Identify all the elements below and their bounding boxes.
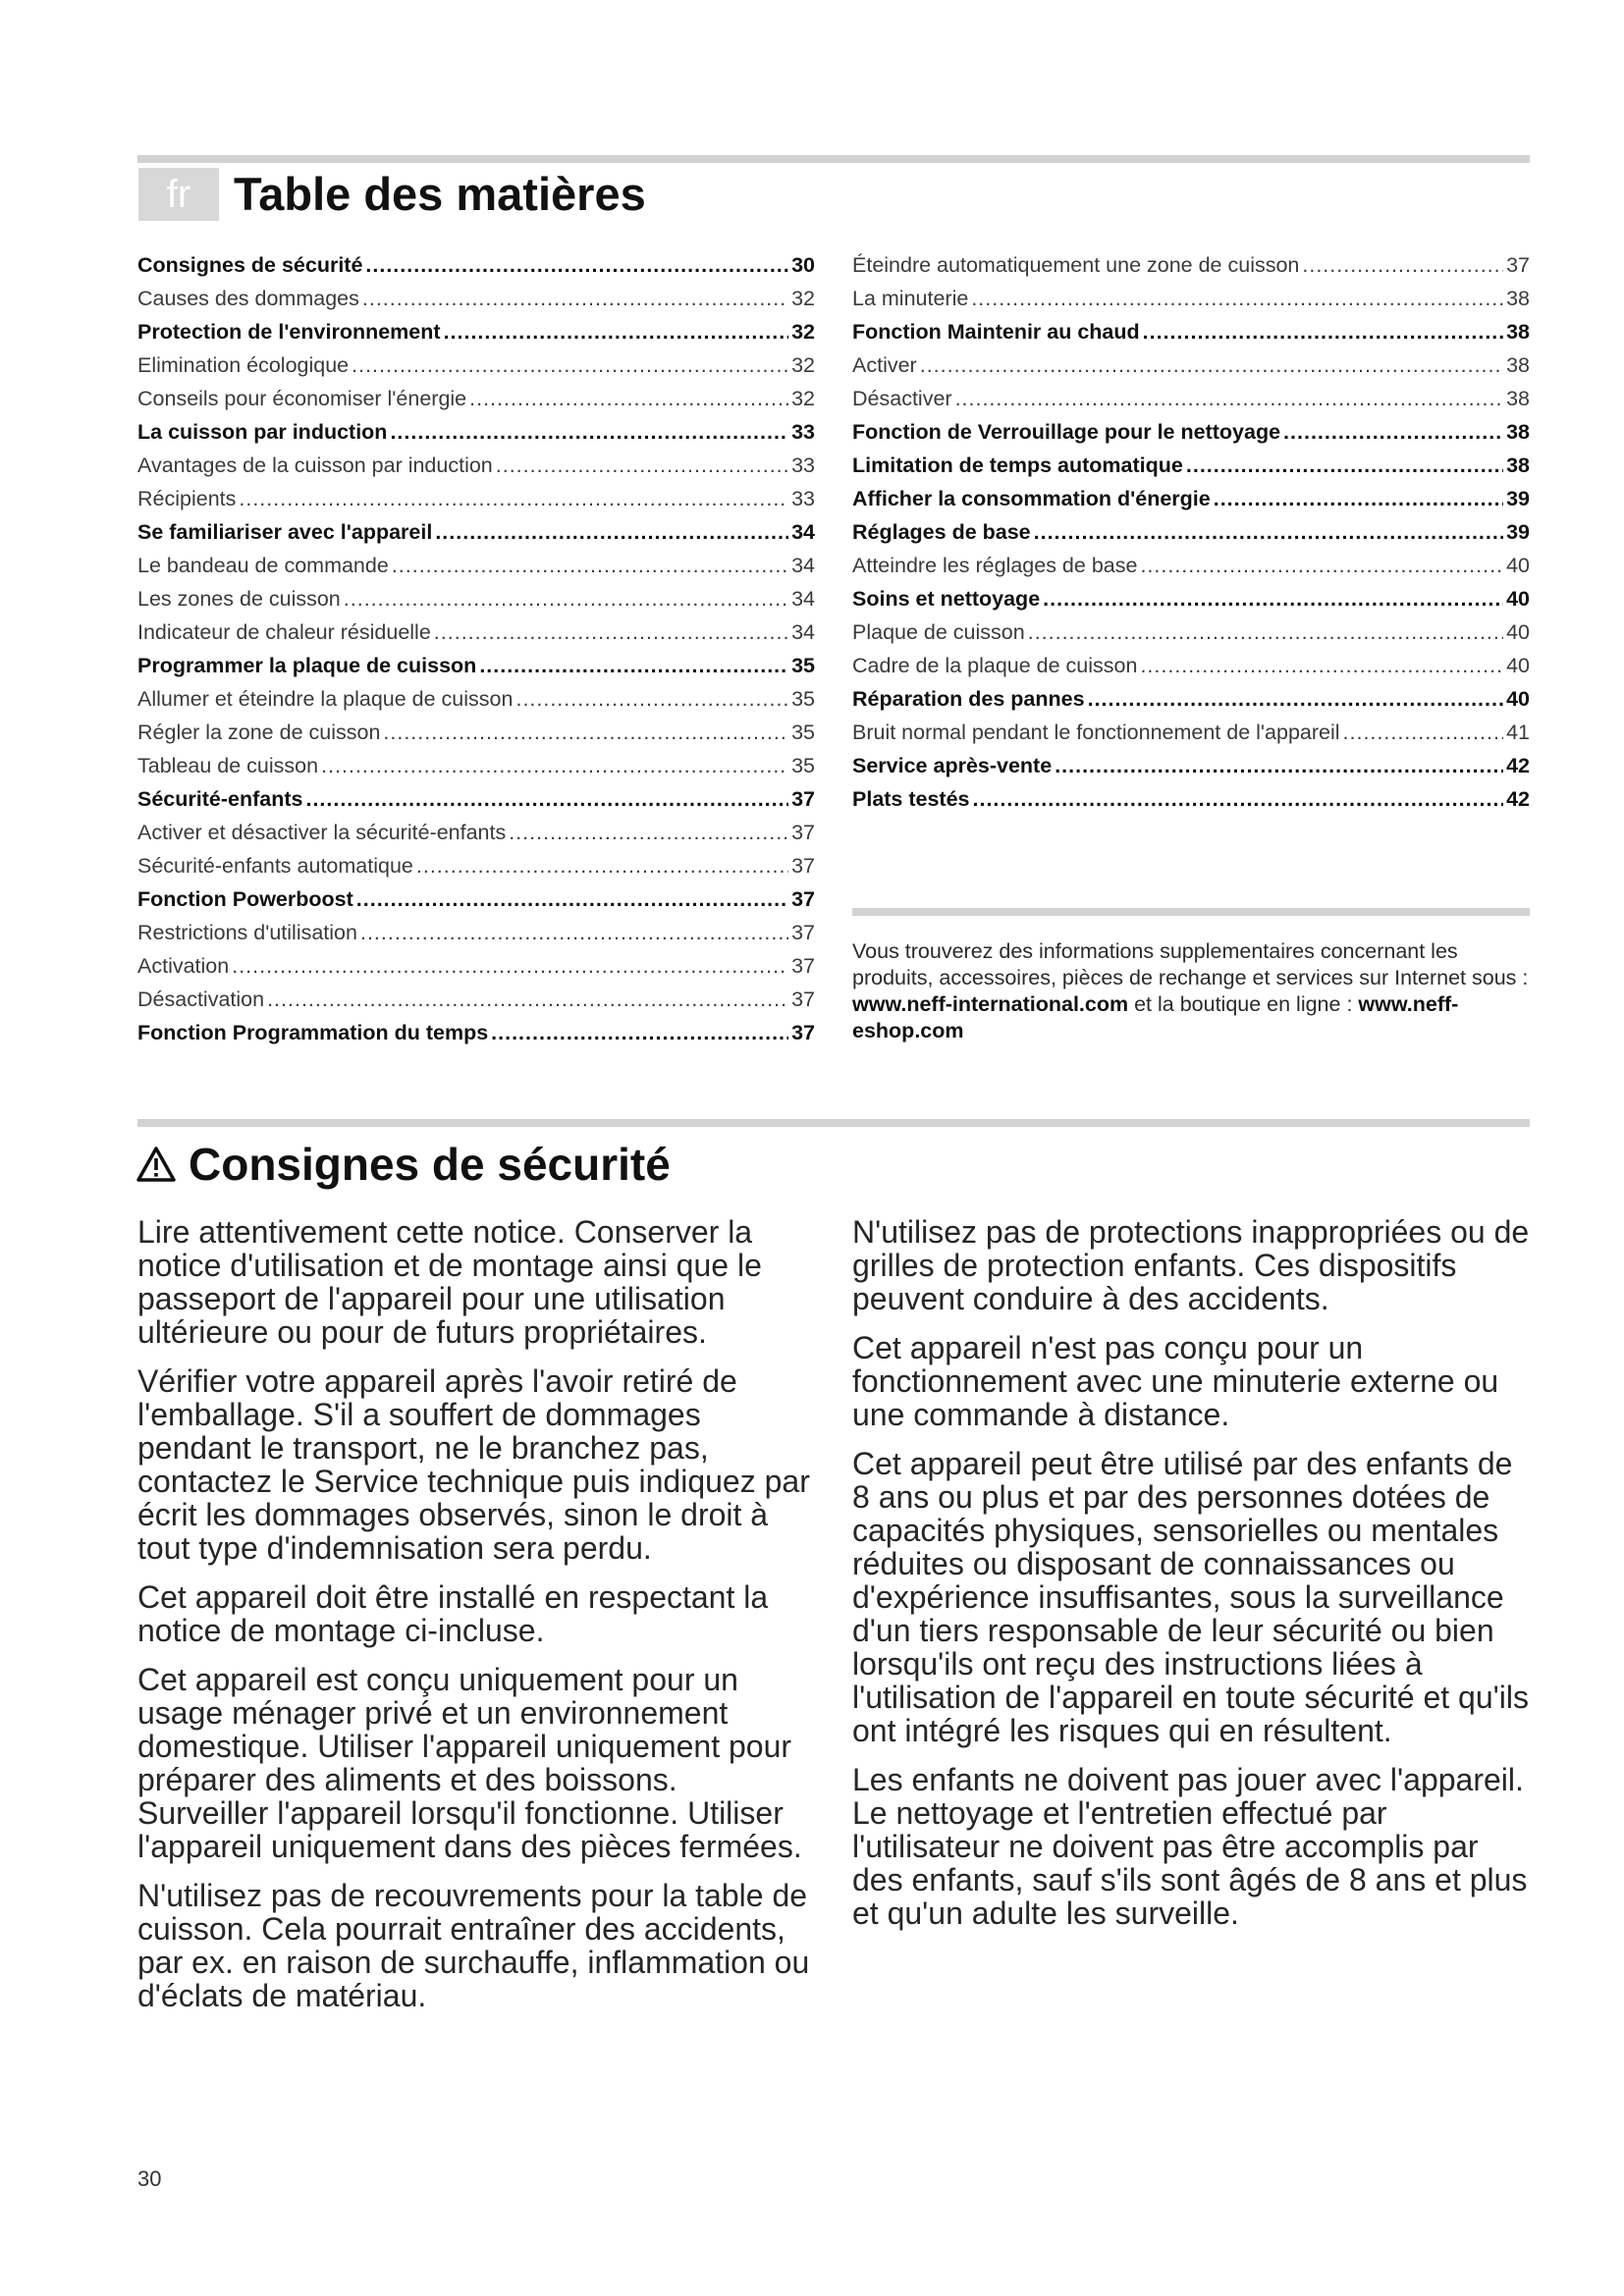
toc-entry-page: 34 bbox=[791, 554, 815, 577]
toc-entry[interactable] bbox=[852, 287, 1530, 320]
safety-paragraph: N'utilisez pas de recouvrements pour la table de cuisson. Cela pourrait entraîner des accidents, par ex. en raison de surchauffe, inflammation ou d'éclats de matériau. bbox=[137, 1878, 810, 2013]
toc-leader bbox=[1028, 620, 1503, 645]
toc-entry-label: Soins et nettoyage bbox=[852, 587, 1041, 611]
toc-entry-page: 38 bbox=[1506, 420, 1530, 444]
toc-entry-label: Sécurité-enfants automatique bbox=[137, 854, 413, 878]
website-link[interactable]: www.neff-international.com bbox=[852, 992, 1129, 1016]
safety-left-column bbox=[137, 1215, 815, 2028]
toc-leader bbox=[1043, 587, 1503, 612]
toc-entry[interactable] bbox=[137, 454, 815, 487]
toc-entry-label: Fonction Maintenir au chaud bbox=[852, 320, 1140, 344]
toc-entry[interactable] bbox=[137, 887, 815, 921]
toc-leader bbox=[509, 821, 788, 845]
toc-entry-label: Désactiver bbox=[852, 387, 952, 410]
toc-entry-page: 35 bbox=[791, 721, 815, 744]
toc-entry-page: 38 bbox=[1506, 387, 1530, 410]
toc-entry[interactable] bbox=[137, 1021, 815, 1054]
toc-entry-page: 34 bbox=[791, 587, 815, 611]
toc-entry-label: Indicateur de chaleur résiduelle bbox=[137, 620, 431, 644]
toc-entry[interactable] bbox=[137, 654, 815, 687]
toc-entry[interactable] bbox=[852, 620, 1530, 654]
toc-entry[interactable] bbox=[852, 654, 1530, 687]
toc-leader bbox=[1140, 654, 1503, 678]
toc-entry-label: Fonction Programmation du temps bbox=[137, 1021, 489, 1044]
toc-entry-page: 33 bbox=[791, 454, 815, 477]
toc-leader bbox=[469, 387, 788, 411]
toc-leader bbox=[1143, 320, 1503, 345]
toc-entry[interactable] bbox=[137, 253, 815, 287]
toc-entry-page: 32 bbox=[791, 320, 815, 344]
toc-entry[interactable] bbox=[137, 587, 815, 620]
toc-leader bbox=[434, 620, 788, 645]
language-badge: fr bbox=[138, 168, 219, 221]
toc-entry-label: Réglages de base bbox=[852, 520, 1031, 544]
info-divider bbox=[852, 908, 1530, 916]
toc-leader bbox=[267, 988, 788, 1012]
toc-entry-label: Cadre de la plaque de cuisson bbox=[852, 654, 1138, 677]
toc-entry[interactable] bbox=[137, 387, 815, 420]
toc-left-column bbox=[137, 253, 815, 1054]
toc-right-column bbox=[852, 253, 1530, 821]
toc-entry[interactable] bbox=[137, 854, 815, 887]
toc-leader bbox=[955, 387, 1504, 411]
toc-entry-page: 35 bbox=[791, 654, 815, 677]
toc-entry-label: Activer bbox=[852, 353, 917, 377]
toc-entry[interactable] bbox=[137, 554, 815, 587]
toc-leader bbox=[1088, 687, 1504, 712]
toc-leader bbox=[973, 787, 1504, 812]
toc-entry-page: 38 bbox=[1506, 454, 1530, 477]
toc-entry-page: 38 bbox=[1506, 287, 1530, 310]
toc-entry-page: 37 bbox=[791, 954, 815, 978]
toc-entry-page: 40 bbox=[1506, 587, 1530, 611]
safety-paragraph: Lire attentivement cette notice. Conserver la notice d'utilisation et de montage ainsi que le passeport de l'appareil pour une utilisation ultérieure ou pour de futurs propriétaires. bbox=[137, 1214, 762, 1350]
toc-entry-page: 40 bbox=[1506, 654, 1530, 677]
toc-entry[interactable] bbox=[852, 754, 1530, 787]
toc-leader bbox=[239, 487, 788, 511]
toc-entry[interactable] bbox=[852, 420, 1530, 454]
toc-leader bbox=[515, 687, 788, 712]
toc-entry[interactable] bbox=[852, 587, 1530, 620]
toc-entry-label: Activation bbox=[137, 954, 230, 978]
toc-entry-page: 38 bbox=[1506, 320, 1530, 344]
safety-paragraph: Cet appareil n'est pas conçu pour un fonctionnement avec une minuterie externe ou une commande à distance. bbox=[852, 1330, 1499, 1432]
toc-entry[interactable] bbox=[852, 687, 1530, 721]
toc-leader bbox=[1055, 754, 1503, 778]
toc-entry-page: 33 bbox=[791, 420, 815, 444]
toc-title: Table des matières bbox=[234, 168, 646, 220]
toc-leader bbox=[365, 253, 788, 278]
toc-entry[interactable] bbox=[852, 487, 1530, 520]
toc-leader bbox=[1034, 520, 1503, 545]
toc-entry-label: Restrictions d'utilisation bbox=[137, 921, 357, 944]
toc-entry-page: 42 bbox=[1506, 787, 1530, 811]
toc-entry-label: Consignes de sécurité bbox=[137, 253, 363, 277]
toc-entry-label: Fonction de Verrouillage pour le nettoyage bbox=[852, 420, 1281, 444]
safety-heading bbox=[135, 1135, 671, 1194]
toc-entry-page: 32 bbox=[791, 387, 815, 410]
toc-entry-label: Récipients bbox=[137, 487, 237, 510]
toc-entry[interactable] bbox=[137, 787, 815, 821]
warning-triangle-icon bbox=[135, 1146, 177, 1183]
toc-entry[interactable] bbox=[137, 954, 815, 988]
toc-leader bbox=[305, 787, 788, 812]
toc-entry-page: 30 bbox=[791, 253, 815, 277]
online-info-note bbox=[852, 938, 1530, 1044]
toc-leader bbox=[479, 654, 788, 678]
toc-entry[interactable] bbox=[852, 387, 1530, 420]
toc-entry-label: Tableau de cuisson bbox=[137, 754, 319, 777]
toc-leader bbox=[1186, 454, 1503, 478]
info-text: et la boutique en ligne : bbox=[1128, 992, 1359, 1016]
toc-entry-page: 37 bbox=[791, 988, 815, 1011]
toc-leader bbox=[1140, 554, 1503, 578]
toc-entry-page: 40 bbox=[1506, 687, 1530, 711]
toc-entry-page: 41 bbox=[1506, 721, 1530, 744]
toc-entry[interactable] bbox=[852, 554, 1530, 587]
toc-entry[interactable] bbox=[852, 721, 1530, 754]
toc-entry-page: 38 bbox=[1506, 353, 1530, 377]
toc-leader bbox=[444, 320, 789, 345]
toc-entry-label: Plaque de cuisson bbox=[852, 620, 1025, 644]
toc-leader bbox=[920, 353, 1503, 378]
toc-entry[interactable] bbox=[852, 520, 1530, 554]
toc-entry-page: 42 bbox=[1506, 754, 1530, 777]
toc-entry[interactable] bbox=[137, 353, 815, 387]
toc-leader bbox=[352, 353, 788, 378]
toc-entry[interactable] bbox=[137, 420, 815, 454]
toc-entry-label: Protection de l'environnement bbox=[137, 320, 441, 344]
toc-entry[interactable] bbox=[137, 921, 815, 954]
toc-entry-label: Les zones de cuisson bbox=[137, 587, 341, 611]
toc-leader bbox=[362, 287, 788, 311]
safety-divider bbox=[137, 1119, 1530, 1127]
safety-paragraph: Vérifier votre appareil après l'avoir retiré de l'emballage. S'il a souffert de dommages pendant le transport, ne le branchez pas, contactez le Service technique puis indiquez par écrit les dommages observés, sinon le droit à tout type d'indemnisation sera perdu. bbox=[137, 1363, 810, 1566]
toc-leader bbox=[390, 420, 788, 445]
toc-entry-label: La minuterie bbox=[852, 287, 969, 310]
toc-entry-page: 39 bbox=[1506, 520, 1530, 544]
toc-entry-label: Le bandeau de commande bbox=[137, 554, 389, 577]
toc-entry[interactable] bbox=[852, 454, 1530, 487]
toc-entry-label: Désactivation bbox=[137, 988, 265, 1011]
toc-entry-page: 37 bbox=[791, 821, 815, 844]
toc-entry[interactable] bbox=[137, 320, 815, 353]
safety-title: Consignes de sécurité bbox=[189, 1139, 671, 1190]
toc-entry[interactable] bbox=[137, 687, 815, 721]
safety-paragraph: Cet appareil est conçu uniquement pour un usage ménager privé et un environnement domestique. Utiliser l'appareil uniquement pour préparer des aliments et des boissons. Surveiller l'appareil lorsqu'il fonctionne. Utiliser l'appareil uniquement dans des pièces fermées. bbox=[137, 1662, 802, 1864]
toc-entry-page: 34 bbox=[791, 520, 815, 544]
toc-entry-label: Éteindre automatiquement une zone de cuisson bbox=[852, 253, 1300, 277]
safety-paragraph: Cet appareil doit être installé en respectant la notice de montage ci-incluse. bbox=[137, 1579, 769, 1648]
toc-entry[interactable] bbox=[852, 253, 1530, 287]
safety-paragraph: Cet appareil peut être utilisé par des enfants de 8 ans ou plus et par des personnes dotées de capacités physiques, sensorielles ou mentales réduites ou disposant de connaissances ou d'expérience insuffisantes, sous la surveillance d'un tiers responsable de leur sécurité ou bien lorsqu'ils ont reçu des instructions liées à l'utilisation de l'appareil en toute sécurité et qu'ils ont intégré les risques qui en résultent. bbox=[852, 1446, 1529, 1748]
toc-entry-label: Plats testés bbox=[852, 787, 970, 811]
toc-entry[interactable] bbox=[852, 353, 1530, 387]
safety-paragraph: Les enfants ne doivent pas jouer avec l'appareil. Le nettoyage et l'entretien effectué par l'utilisateur ne doivent pas être accomplis par des enfants, sauf s'ils sont âgés de 8 ans et plus et qu'un adulte les surveille. bbox=[852, 1762, 1528, 1931]
toc-entry-label: Afficher la consommation d'énergie bbox=[852, 487, 1211, 510]
toc-entry-label: La cuisson par induction bbox=[137, 420, 388, 444]
toc-leader bbox=[1302, 253, 1503, 278]
toc-entry-page: 34 bbox=[791, 620, 815, 644]
toc-entry-page: 37 bbox=[791, 887, 815, 911]
eshop-link[interactable]: www.neff-eshop.com bbox=[852, 992, 1459, 1042]
toc-entry-page: 37 bbox=[791, 921, 815, 944]
toc-entry[interactable] bbox=[852, 787, 1530, 821]
toc-entry-label: Conseils pour économiser l'énergie bbox=[137, 387, 467, 410]
safety-right-column bbox=[852, 1215, 1530, 1946]
toc-leader bbox=[360, 921, 788, 945]
toc-entry-page: 37 bbox=[1506, 253, 1530, 277]
toc-leader bbox=[971, 287, 1503, 311]
toc-entry-page: 33 bbox=[791, 487, 815, 510]
toc-entry[interactable] bbox=[137, 487, 815, 520]
toc-entry[interactable] bbox=[137, 620, 815, 654]
toc-entry-page: 37 bbox=[791, 787, 815, 811]
toc-leader bbox=[496, 454, 788, 478]
toc-entry[interactable] bbox=[137, 754, 815, 787]
toc-leader bbox=[232, 954, 788, 979]
toc-entry-label: Causes des dommages bbox=[137, 287, 359, 310]
toc-entry-page: 40 bbox=[1506, 620, 1530, 644]
toc-entry-label: Régler la zone de cuisson bbox=[137, 721, 381, 744]
toc-entry-page: 37 bbox=[791, 1021, 815, 1044]
toc-entry-label: Fonction Powerboost bbox=[137, 887, 353, 911]
page-number: 30 bbox=[137, 2166, 162, 2191]
toc-entry-page: 35 bbox=[791, 754, 815, 777]
toc-entry[interactable] bbox=[137, 287, 815, 320]
toc-leader bbox=[383, 721, 788, 745]
toc-entry-page: 40 bbox=[1506, 554, 1530, 577]
toc-leader bbox=[491, 1021, 788, 1045]
toc-entry-label: Réparation des pannes bbox=[852, 687, 1085, 711]
toc-entry-label: Limitation de temps automatique bbox=[852, 454, 1183, 477]
toc-entry[interactable] bbox=[137, 821, 815, 854]
toc-entry-page: 39 bbox=[1506, 487, 1530, 510]
toc-entry-label: Bruit normal pendant le fonctionnement de l'appareil bbox=[852, 721, 1340, 744]
toc-leader bbox=[344, 587, 788, 612]
top-divider bbox=[137, 155, 1530, 163]
toc-entry-label: Elimination écologique bbox=[137, 353, 350, 377]
toc-entry-page: 32 bbox=[791, 287, 815, 310]
toc-entry-label: Atteindre les réglages de base bbox=[852, 554, 1138, 577]
toc-entry-label: Allumer et éteindre la plaque de cuisson bbox=[137, 687, 514, 711]
toc-entry-label: Se familiariser avec l'appareil bbox=[137, 520, 433, 544]
toc-entry[interactable] bbox=[137, 520, 815, 554]
toc-entry-label: Programmer la plaque de cuisson bbox=[137, 654, 477, 677]
safety-paragraph: N'utilisez pas de protections inappropriées ou de grilles de protection enfants. Ces dispositifs peuvent conduire à des accidents. bbox=[852, 1214, 1530, 1316]
toc-entry[interactable] bbox=[137, 721, 815, 754]
toc-entry-label: Avantages de la cuisson par induction bbox=[137, 454, 493, 477]
toc-leader bbox=[356, 887, 788, 912]
toc-entry-page: 37 bbox=[791, 854, 815, 878]
toc-entry-label: Sécurité-enfants bbox=[137, 787, 303, 811]
toc-leader bbox=[416, 854, 788, 879]
toc-leader bbox=[1283, 420, 1503, 445]
toc-leader bbox=[435, 520, 788, 545]
toc-leader bbox=[392, 554, 788, 578]
toc-entry-label: Activer et désactiver la sécurité-enfants bbox=[137, 821, 507, 844]
info-text: Vous trouverez des informations supplementaires concernant les produits, accessoires, pièces de rechange et services sur Internet sous : bbox=[852, 939, 1529, 989]
toc-leader bbox=[1214, 487, 1503, 511]
toc-entry[interactable] bbox=[137, 988, 815, 1021]
toc-leader bbox=[1343, 721, 1504, 745]
toc-entry[interactable] bbox=[852, 320, 1530, 353]
toc-entry-page: 35 bbox=[791, 687, 815, 711]
toc-entry-label: Service après-vente bbox=[852, 754, 1053, 777]
toc-leader bbox=[321, 754, 788, 778]
toc-entry-page: 32 bbox=[791, 353, 815, 377]
